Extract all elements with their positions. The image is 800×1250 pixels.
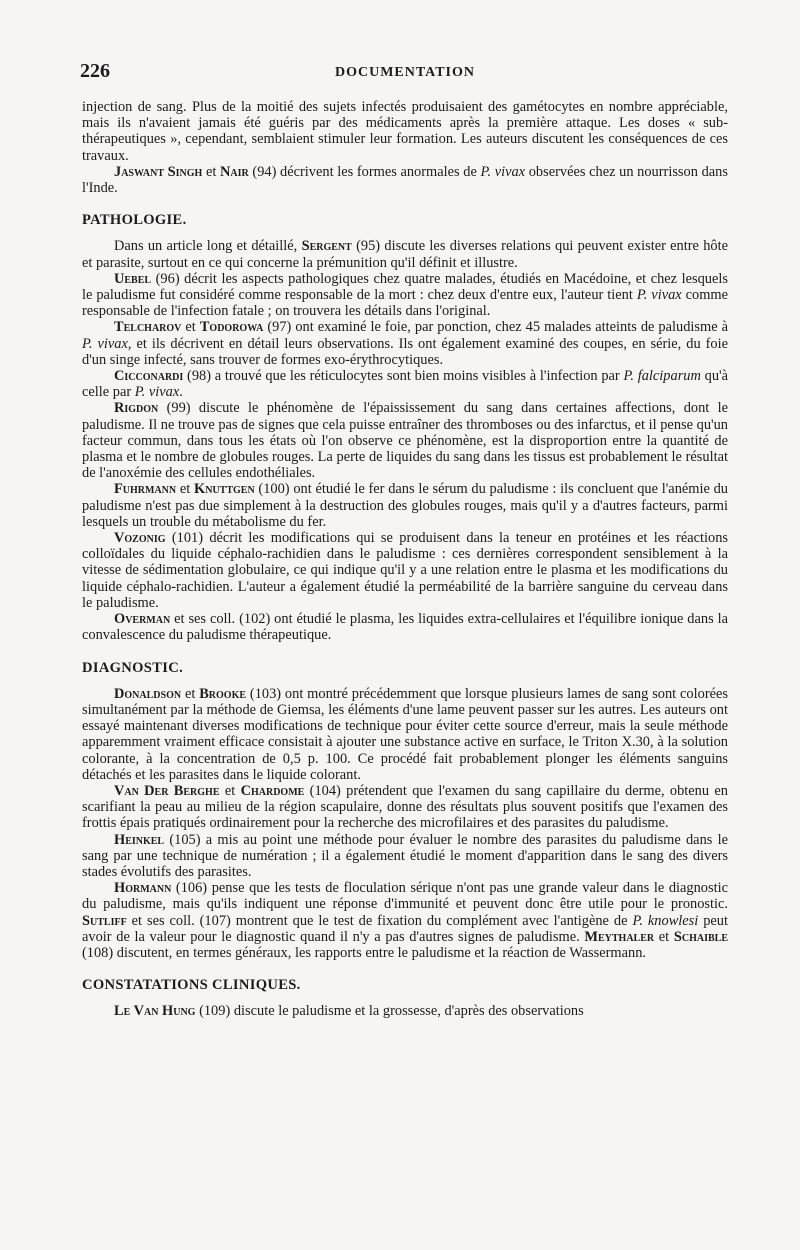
paragraph [82,686,728,783]
article-body [82,99,728,1020]
paragraph [82,481,728,530]
text-run: (96) décrit les aspects pathologiques chez quatre malades, étudiés en Macédoine, et chez lesquels le paludisme fut considéré comme responsable de la mort : chez deux d'entre eux, l'auteur tient [82,270,728,304]
text-run: (97) ont examiné le foie, par ponction, chez 45 malades atteints de paludisme à [263,319,728,336]
author-name: Rigdon [114,400,159,417]
paragraph [82,611,728,643]
text-run: , et ils décrivent en détail leurs observations. Ils ont également examiné des coupes, en série, du foie d'un singe infecté, sans trouver de formes exo-érythrocytiques. [82,335,728,368]
author-name: Van Der Berghe [114,782,220,799]
author-name: Le Van Hung [114,1003,196,1020]
author-name: Vozonig [114,530,166,547]
species-name: P. knowlesi [632,912,699,929]
paragraph [82,368,728,400]
paragraph [82,880,728,961]
author-name: Sergent [301,238,352,255]
paragraph [82,99,728,164]
author-name: Todorowa [199,319,264,336]
species-name: P. vivax [480,163,526,180]
paragraph [82,319,728,368]
text-run: (99) discute le phénomène de l'épaississement du sang dans certaines affections, dont le paludisme. Il ne trouve pas de signes que cela puisse entraîner des thromboses ou des infarctus, et il pense qu'un facteur commun, dans tous les états où l'on observe ce phénomène, est la disproportion entre la quantité de plasma et le nombre de globules rouges. La perte de liquides du sang dans les tissus est probablement le résultat de l'anoxémie des cellules endothéliales. [82,400,728,482]
author-name: Jaswant Singh [114,163,203,180]
paragraph [82,832,728,881]
author-name: Sutliff [82,912,127,929]
paragraph [82,164,728,196]
text-run: (94) décrivent les formes anormales de [248,163,481,180]
author-name: Chardome [240,782,305,799]
text-run: et ses coll. (102) ont étudié le plasma, les liquides extra-cellulaires et l'équilibre ionique dans la convalescence du paludisme thérapeutique. [82,611,728,644]
text-run: (100) ont étudié le fer dans le sérum du paludisme : ils concluent que l'anémie du paludisme n'est pas due simplement à la destruction des globules rouges, mais qu'il y a d'autres facteurs, parmi lesquels un trouble du métabolisme du fer. [82,481,728,530]
author-name: Meythaler [584,928,655,945]
text-run: (98) a trouvé que les réticulocytes sont bien moins visibles à l'infection par [183,368,624,385]
running-head: DOCUMENTATION [334,65,476,80]
author-name: Schaible [673,928,728,945]
text-run: (104) prétendent que l'examen du sang capillaire du derme, obtenu en scarifiant la peau au milieu de la région scapulaire, donne des résultats plus souvent positifs que l'examen des frottis épais pratiqués ordinairement pour la recherche des microfilaires et des parasites du paludisme. [82,782,728,832]
text-run: . [179,384,183,401]
species-name: P. vivax [636,287,682,304]
author-name: Nair [220,163,249,180]
paragraph [82,1003,728,1019]
text-run: Dans un article long et détaillé, [114,238,302,255]
text-run: (105) a mis au point une méthode pour évaluer le nombre des parasites du paludisme dans le sang par une technique de numération ; il a également étudié le moment d'apparition dans le sang des divers stades évolutifs des parasites. [82,831,728,880]
text-run: (108) discutent, en termes généraux, les rapports entre le paludisme et la réaction de Wassermann. [82,944,647,961]
text-run: et [181,319,200,336]
text-run: (101) décrit les modifications qui se produisent dans la teneur en protéines et les réactions colloïdales du liquide céphalo-rachidien dans le paludisme : ces dernières correspondent sensiblement à la vitesse de sédimentation globulaire, ce qui indique qu'il y a une relation entre le plasma et les modifications du liquide céphalo-rachidien. L'auteur a également étudié la perméabilité de la barrière sanguine du cerveau dans le paludisme. [82,530,728,611]
text-run: (103) ont montré précédemment que lorsque plusieurs lames de sang sont colorées simultanément par la méthode de Giemsa, les éléments d'une lame peuvent passer sur les autres. Les auteurs ont essayé maintenant diverses modifications de technique pour éviter cette source d'erreur, mais la seule méthode apparemment vraiment efficace consistait à ajouter une substance active en surface, le Triton X.30, à la solution colorante, à la concentration de 0,5 p. 100. Ce procédé fait probablement plonger les éléments sanguins détachés et les parasites dans le liquide colorant. [82,685,728,783]
text-run: et [202,163,221,180]
author-name: Overman [114,611,171,628]
species-name: P. vivax [82,335,128,352]
species-name: P. vivax [134,384,180,401]
page-header [80,60,730,90]
text-run: qu'à celle par [82,368,728,401]
author-name: Uebel [114,270,152,287]
text-run: peut avoir de la valeur pour le diagnostic quand il n'y a pas d'autres signes de paludisme. [82,912,729,945]
text-run: et [181,685,200,702]
section-heading-diagnostic: DIAGNOSTIC. [82,659,184,676]
author-name: Telcharov [114,319,182,336]
author-name: Knuttgen [194,481,255,498]
species-name: P. falciparum [623,368,701,385]
author-name: Donaldson [114,685,182,702]
text-run: et [654,928,674,945]
author-name: Fuhrmann [114,481,177,498]
paragraph [82,238,728,270]
paragraph [82,400,728,481]
text-run: comme responsable de l'infection fatale ; on trouvera les détails dans l'original. [82,287,728,320]
page-number: 226 [80,60,110,82]
text-run: et [219,782,241,799]
text-run: injection de sang. Plus de la moitié des sujets infectés produisaient des gamétocytes en nombre appréciable, mais ils n'avaient jamais été guéris par des médicaments après la première attaque. Les doses « sub-thérapeutiques », cependant, semblaient stimuler leur formation. Les auteurs discutent les conséquences de ces travaux. [82,99,728,164]
text-run: (95) discute les diverses relations qui peuvent exister entre hôte et parasite, surtout en ce qui concerne la prémunition qu'il définit et illustre. [82,238,728,271]
paragraph [82,271,728,320]
text-run: et ses coll. (107) montrent que le test de fixation du complément avec l'antigène de [126,912,633,929]
text-run: (109) discute le paludisme et la grossesse, d'après des observations [195,1003,584,1020]
paragraph [82,530,728,611]
author-name: Hormann [114,880,172,897]
text-run: observées chez un nourrisson dans l'Inde. [82,163,728,197]
author-name: Cicconardi [114,368,184,385]
text-run: et [176,481,195,498]
section-heading-pathologie: PATHOLOGIE. [82,212,187,229]
author-name: Brooke [199,685,247,702]
author-name: Heinkel [114,831,165,848]
section-heading-constatations: CONSTATATIONS CLINIQUES. [82,977,301,994]
text-run: (106) pense que les tests de floculation sérique n'ont pas une grande valeur dans le diagnostic du paludisme, mais qu'ils indiquent une réponse d'immunité et peuvent donc être utile pour le pronostic. [82,880,728,913]
paragraph [82,783,728,832]
